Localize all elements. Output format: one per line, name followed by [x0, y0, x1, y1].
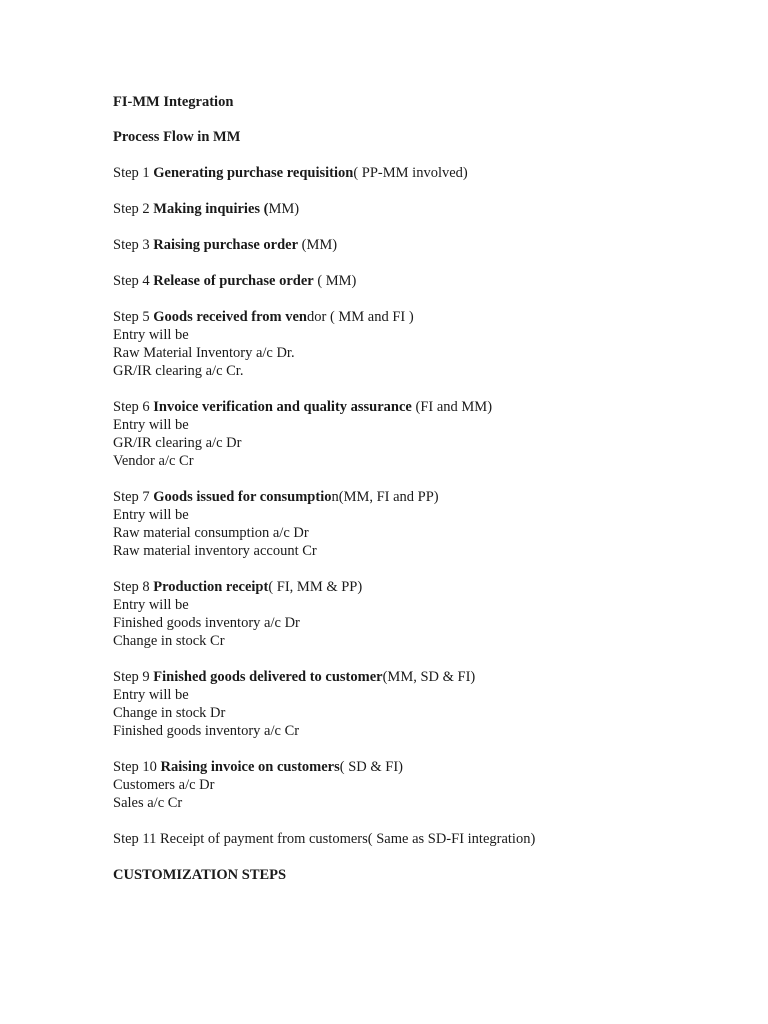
step-line — [113, 272, 713, 290]
step-label: Step 10 — [113, 759, 157, 775]
entry-line: Change in stock Cr — [113, 633, 225, 649]
step-modules: ( MM) — [313, 273, 357, 289]
step-block — [113, 488, 713, 560]
entry-line: Raw material inventory account Cr — [113, 543, 317, 559]
step-line — [113, 830, 713, 848]
step-line — [113, 236, 713, 254]
entry-line: Sales a/c Cr — [113, 795, 183, 811]
step-block — [113, 758, 713, 812]
step-line — [113, 578, 713, 596]
step-modules: ( SD & FI) — [339, 759, 404, 775]
step-title: Goods issued for consumptio — [153, 489, 332, 505]
step-line — [113, 668, 713, 686]
step-line — [113, 758, 713, 776]
step-line — [113, 488, 713, 506]
step-block — [113, 200, 713, 218]
step-block — [113, 578, 713, 650]
step-block — [113, 272, 713, 290]
step-label: Step 11 — [113, 831, 157, 847]
step-modules: (MM) — [298, 237, 338, 253]
entry-line: Finished goods inventory a/c Dr — [113, 615, 300, 631]
entry-line: Vendor a/c Cr — [113, 453, 194, 469]
step-line — [113, 200, 713, 218]
step-title: Finished goods delivered to customer — [153, 669, 383, 685]
step-line — [113, 164, 713, 182]
step-label: Step 6 — [113, 399, 150, 415]
entry-line: Raw Material Inventory a/c Dr. — [113, 345, 295, 361]
step-list — [113, 164, 713, 848]
step-modules: Receipt of payment from customers( Same as SD-FI integration) — [160, 831, 536, 847]
customization-heading: CUSTOMIZATION STEPS — [113, 867, 287, 883]
step-title: Release of purchase order — [153, 273, 314, 289]
step-line — [113, 398, 713, 416]
document-title: FI-MM Integration — [113, 94, 234, 110]
entry-line: GR/IR clearing a/c Dr — [113, 435, 242, 451]
step-label: Step 1 — [113, 165, 150, 181]
step-block — [113, 236, 713, 254]
step-block — [113, 398, 713, 470]
step-label: Step 2 — [113, 201, 150, 217]
entry-line: GR/IR clearing a/c Cr. — [113, 363, 244, 379]
entry-line: Finished goods inventory a/c Cr — [113, 723, 300, 739]
step-block — [113, 308, 713, 380]
entry-line: Entry will be — [113, 417, 189, 433]
step-label: Step 9 — [113, 669, 150, 685]
step-modules: dor ( MM and FI ) — [306, 309, 414, 325]
step-title: Raising invoice on customers — [160, 759, 340, 775]
step-modules: ( FI, MM & PP) — [268, 579, 363, 595]
step-line — [113, 308, 713, 326]
step-modules: MM) — [268, 201, 300, 217]
document-content — [113, 93, 713, 884]
entry-line: Entry will be — [113, 597, 189, 613]
entry-line: Customers a/c Dr — [113, 777, 215, 793]
step-title: Goods received from ven — [153, 309, 307, 325]
step-label: Step 8 — [113, 579, 150, 595]
step-title: Invoice verification and quality assurance — [153, 399, 412, 415]
entry-line: Change in stock Dr — [113, 705, 226, 721]
entry-line: Raw material consumption a/c Dr — [113, 525, 309, 541]
step-modules: (MM, SD & FI) — [382, 669, 476, 685]
step-modules: ( PP-MM involved) — [353, 165, 468, 181]
step-title: Making inquiries ( — [153, 201, 269, 217]
entry-line: Entry will be — [113, 327, 189, 343]
step-title: Generating purchase requisition — [153, 165, 354, 181]
step-label: Step 3 — [113, 237, 150, 253]
entry-line: Entry will be — [113, 687, 189, 703]
section-title: Process Flow in MM — [113, 129, 241, 145]
step-modules: n(MM, FI and PP) — [331, 489, 439, 505]
step-title: Production receipt — [153, 579, 269, 595]
step-label: Step 7 — [113, 489, 150, 505]
step-modules: (FI and MM) — [411, 399, 493, 415]
step-block — [113, 164, 713, 182]
step-block — [113, 830, 713, 848]
entry-line: Entry will be — [113, 507, 189, 523]
step-title: Raising purchase order — [153, 237, 299, 253]
step-label: Step 4 — [113, 273, 150, 289]
step-block — [113, 668, 713, 740]
step-label: Step 5 — [113, 309, 150, 325]
